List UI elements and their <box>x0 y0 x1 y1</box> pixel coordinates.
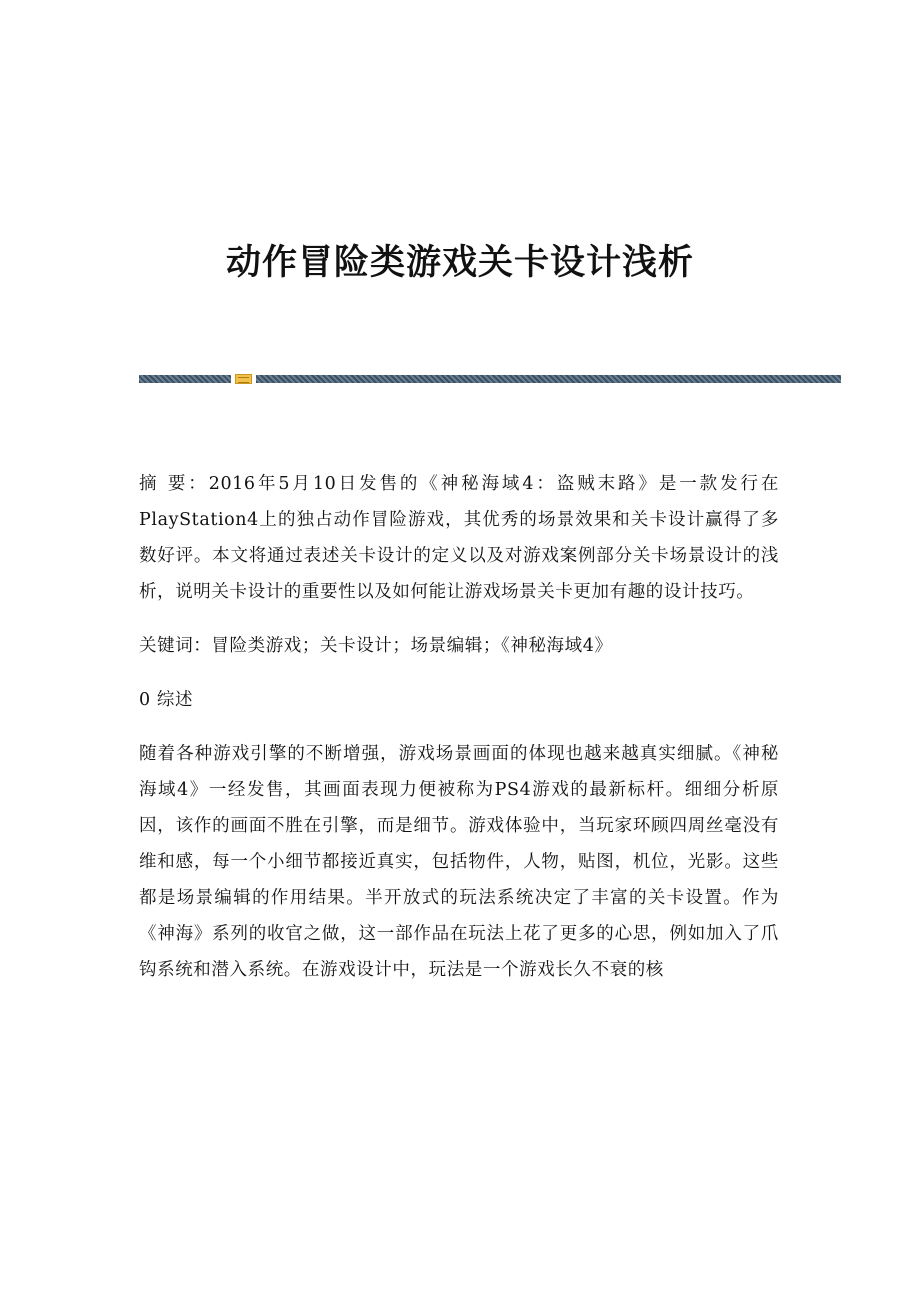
body-paragraph: 随着各种游戏引擎的不断增强，游戏场景画面的体现也越来越真实细腻。《神秘海域4》一经发售，其画面表现力便被称为PS4游戏的最新标杆。细细分析原因，该作的画面不胜在引擎，而是细节。游戏体验中，当玩家环顾四周丝毫没有维和感，每一个小细节都接近真实，包括物件，人物，贴图，机位，光影。这些都是场景编辑的作用结果。半开放式的玩法系统决定了丰富的关卡设置。作为《神海》系列的收官之做，这一部作品在玩法上花了更多的心思，例如加入了爪钩系统和潜入系统。在游戏设计中，玩法是一个游戏长久不衰的核 <box>139 744 779 980</box>
abstract-paragraph <box>139 466 779 610</box>
keywords-line: 关键词：冒险类游戏；关卡设计；场景编辑；《神秘海域4》 <box>139 636 613 656</box>
divider-bar-right <box>256 375 841 383</box>
document-body <box>139 466 779 988</box>
document-title: 动作冒险类游戏关卡设计浅析 <box>225 243 694 284</box>
abstract-label: 摘 要： <box>139 474 209 494</box>
section-heading: 0 综述 <box>139 690 194 710</box>
abstract-text: 2016年5月10日发售的《神秘海域4：盗贼末路》是一款发行在PlayStation4上的独占动作冒险游戏，其优秀的场景效果和关卡设计赢得了多数好评。本文将通过表述关卡设计的定义以及对游戏案例部分关卡场景设计的浅析，说明关卡设计的重要性以及如何能让游戏场景关卡更加有趣的设计技巧。 <box>139 474 780 602</box>
divider-bar-left <box>139 375 231 383</box>
divider-ornament-icon <box>235 374 252 384</box>
title-divider <box>139 374 841 384</box>
